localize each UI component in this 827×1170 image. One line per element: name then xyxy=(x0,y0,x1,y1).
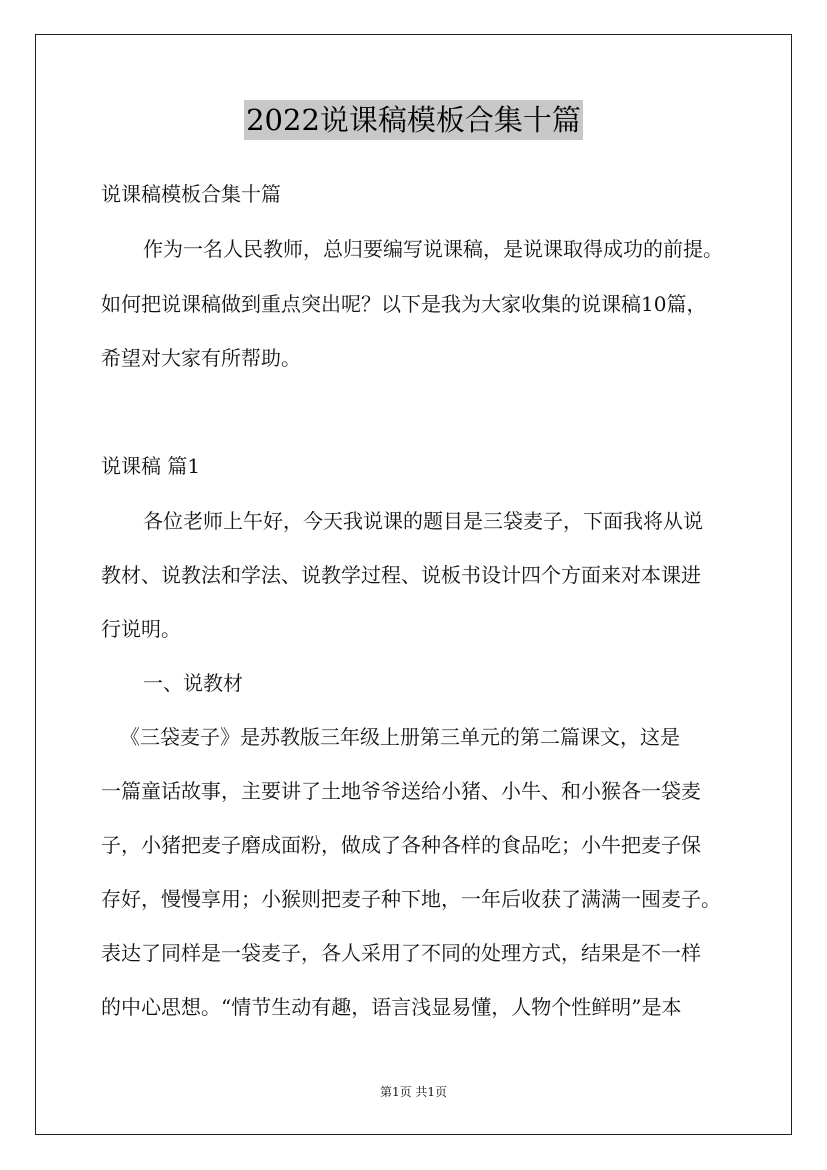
paragraph-line: 希望对大家有所帮助。 xyxy=(101,346,301,370)
paragraph-line: 作为一名人民教师，总归要编写说课稿，是说课取得成功的前提。 xyxy=(143,237,723,261)
title-wrap xyxy=(0,100,827,140)
paragraph-line: 子，小猪把麦子磨成面粉，做成了各种各样的食品吃；小牛把麦子保 xyxy=(101,833,701,857)
section-heading: 说课稿 篇1 xyxy=(101,454,201,478)
subtitle-line: 说课稿模板合集十篇 xyxy=(101,182,281,206)
paragraph-line: 一篇童话故事，主要讲了土地爷爷送给小猪、小牛、和小猴各一袋麦 xyxy=(101,779,701,803)
paragraph-line: 各位老师上午好，今天我说课的题目是三袋麦子，下面我将从说 xyxy=(143,509,703,533)
page-footer: 第1页 共1页 xyxy=(379,1085,448,1099)
subsection-heading: 一、说教材 xyxy=(143,671,243,695)
paragraph-line: 行说明。 xyxy=(101,617,181,641)
paragraph-line: 的中心思想。“情节生动有趣，语言浅显易懂，人物个性鲜明”是本 xyxy=(101,995,682,1019)
paragraph-line: 《三袋麦子》是苏教版三年级上册第三单元的第二篇课文，这是 xyxy=(120,725,680,749)
document-title: 2022说课稿模板合集十篇 xyxy=(244,100,583,140)
paragraph-line: 如何把说课稿做到重点突出呢？以下是我为大家收集的说课稿10篇， xyxy=(101,292,707,316)
paragraph-line: 教材、说教法和学法、说教学过程、说板书设计四个方面来对本课进 xyxy=(101,563,701,587)
paragraph-line: 存好，慢慢享用；小猴则把麦子种下地，一年后收获了满满一囤麦子。 xyxy=(101,887,721,911)
paragraph-line: 表达了同样是一袋麦子，各人采用了不同的处理方式，结果是不一样 xyxy=(101,941,701,965)
